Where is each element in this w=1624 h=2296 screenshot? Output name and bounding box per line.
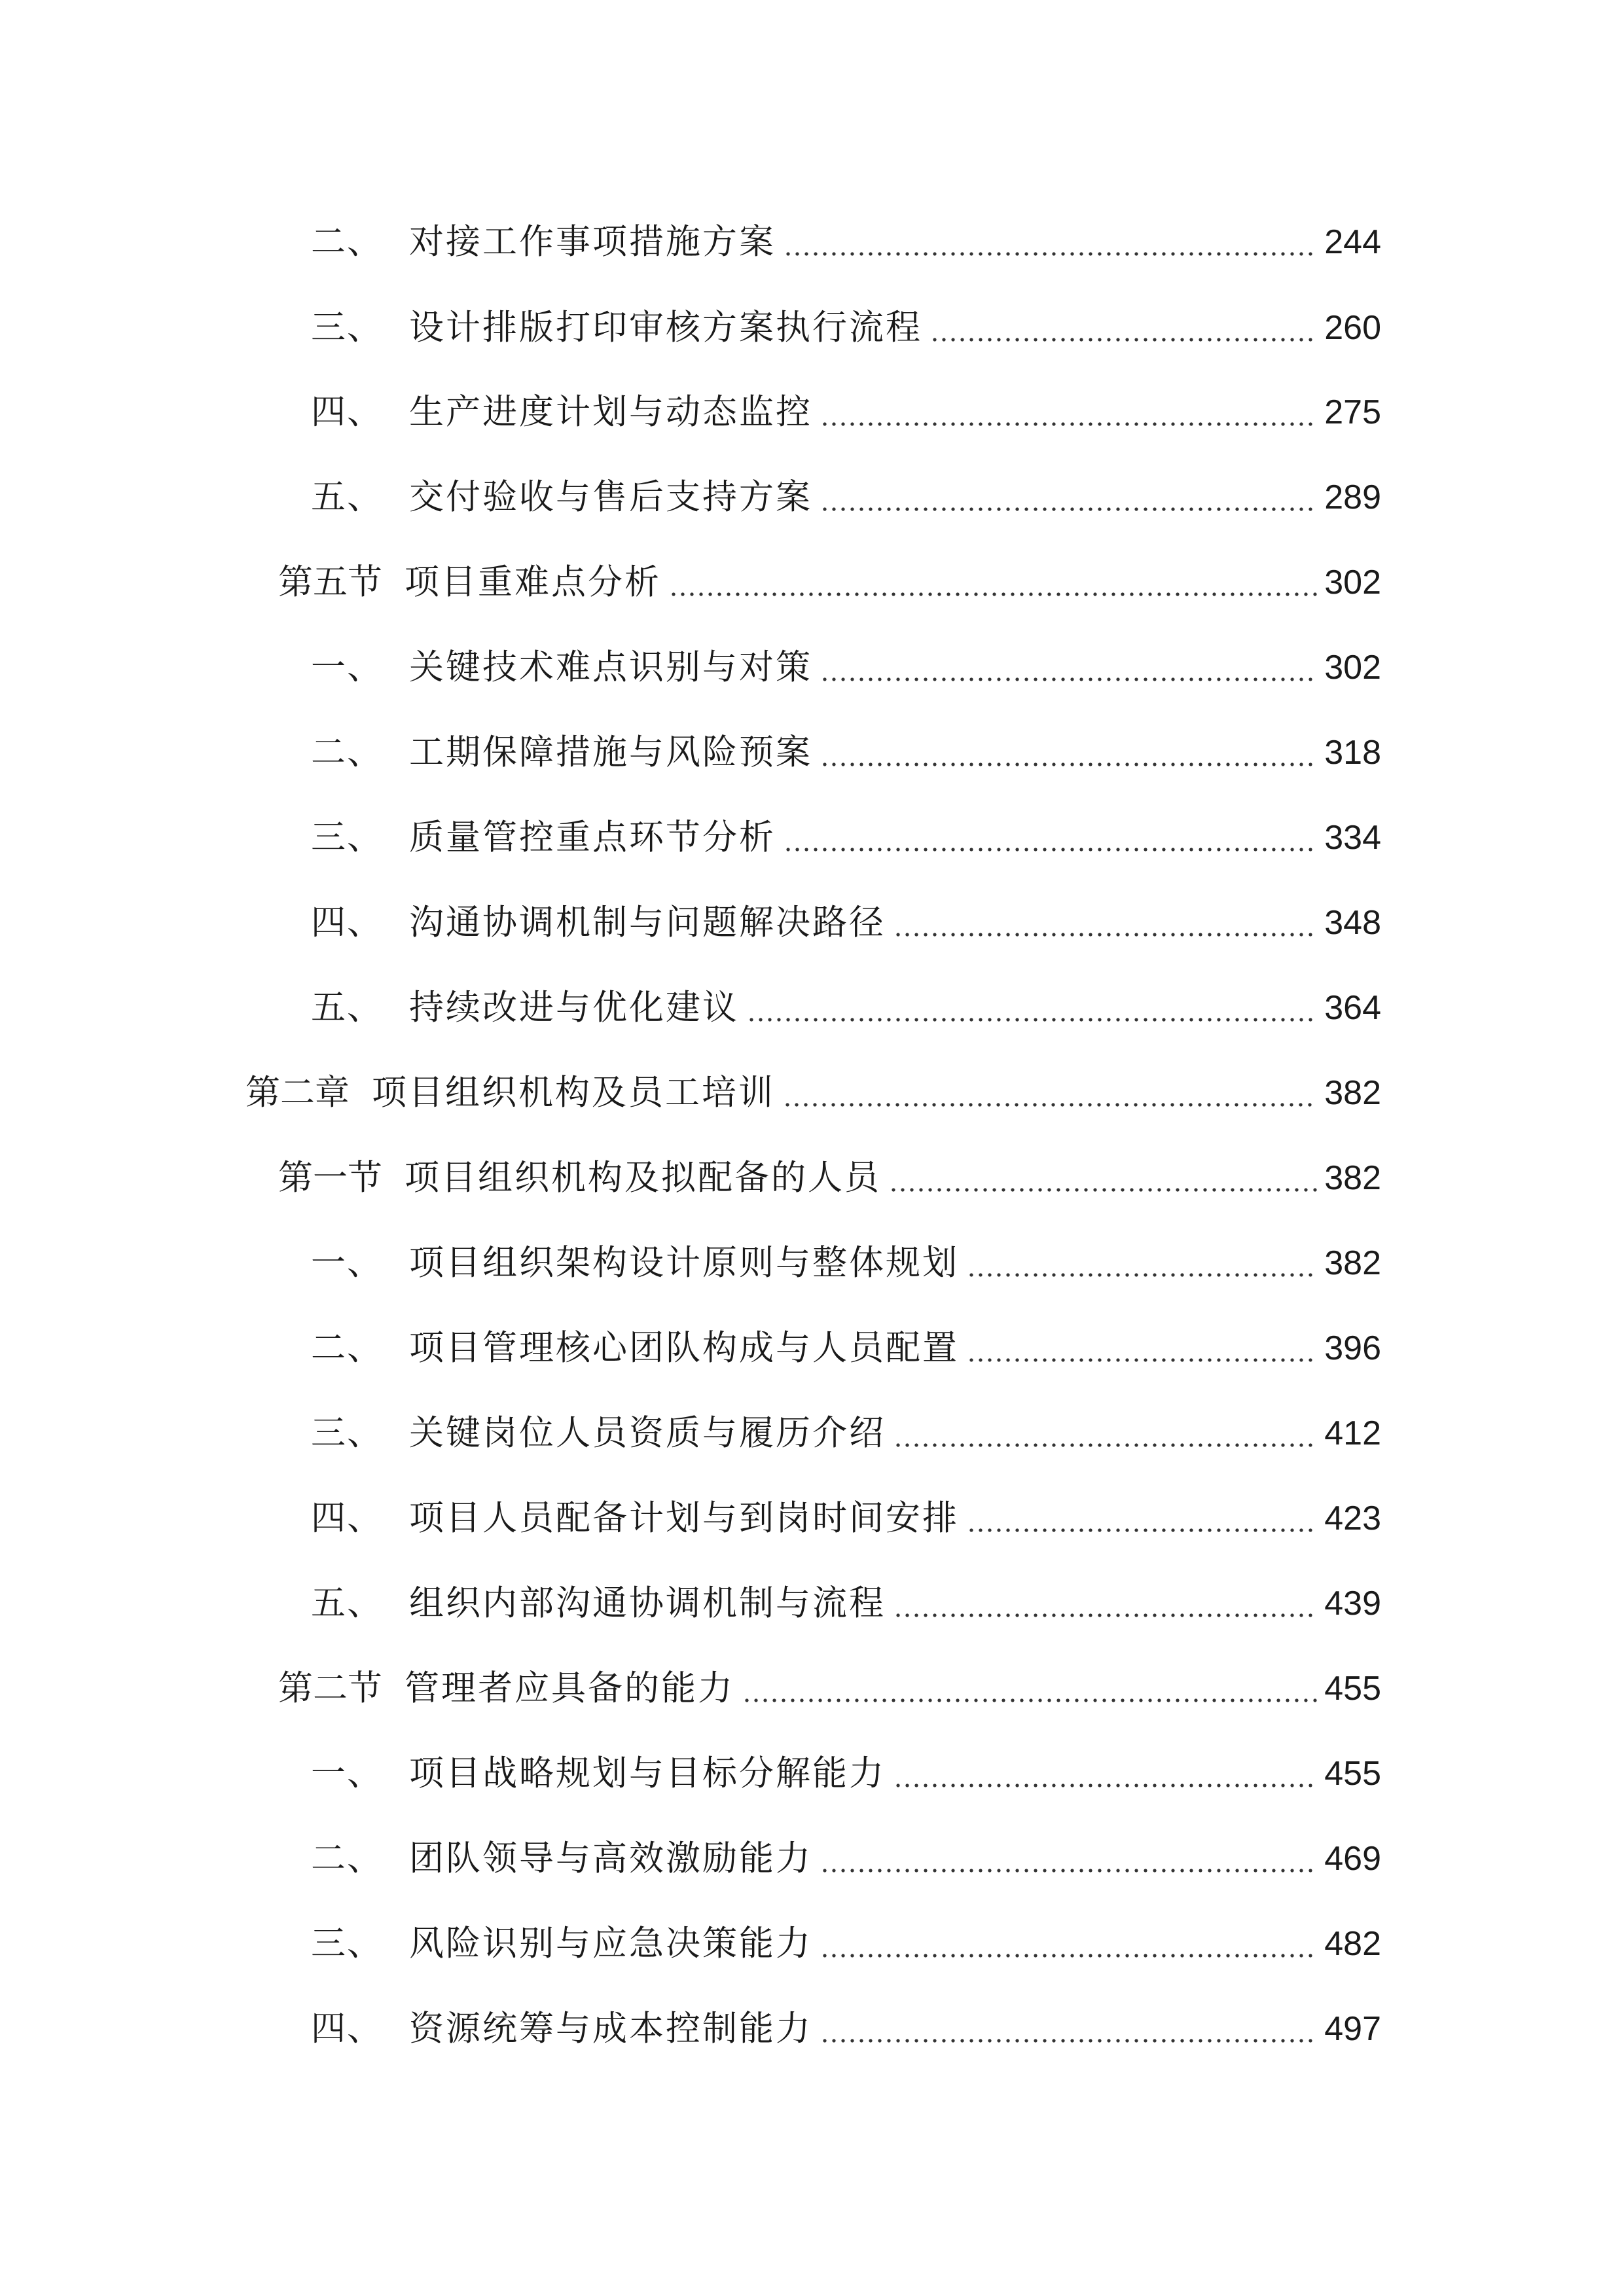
toc-entry-title: 项目人员配备计划与到岗时间安排	[409, 1498, 959, 1538]
toc-entry-title: 质量管控重点环节分析	[409, 817, 776, 857]
toc-entry-title: 资源统筹与成本控制能力	[409, 2009, 812, 2049]
toc-entry-page: 455	[1324, 1670, 1381, 1708]
dot-leader	[967, 1328, 1317, 1365]
toc-entry-page: 289	[1324, 478, 1381, 516]
toc-entry-title: 管理者应具备的能力	[405, 1668, 734, 1708]
toc-entry-page: 497	[1324, 2010, 1381, 2048]
toc-entry-number: 四、	[311, 1498, 383, 1538]
toc-entry-page: 455	[1324, 1755, 1381, 1793]
toc-entry-number: 五、	[311, 477, 383, 517]
toc-entry-title: 关键岗位人员资质与履历介绍	[409, 1413, 886, 1453]
dot-leader	[893, 1413, 1317, 1450]
toc-entry-title: 风险识别与应急决策能力	[409, 1924, 812, 1964]
toc-entry[interactable]	[311, 1744, 1381, 1803]
toc-entry[interactable]	[311, 1489, 1381, 1548]
toc-entry-number: 二、	[311, 222, 383, 262]
toc-entry-title: 项目管理核心团队构成与人员配置	[409, 1328, 959, 1368]
toc-entry-number: 三、	[311, 817, 383, 857]
dot-leader	[742, 1668, 1317, 1705]
toc-entry[interactable]	[278, 553, 1381, 612]
dot-leader	[820, 647, 1317, 684]
toc-entry[interactable]	[311, 723, 1381, 782]
toc-entry[interactable]	[311, 1404, 1381, 1463]
toc-entry-number: 一、	[311, 1753, 383, 1793]
toc-entry-number: 四、	[311, 2009, 383, 2049]
toc-entry-page: 469	[1324, 1840, 1381, 1878]
toc-entry-page: 382	[1324, 1244, 1381, 1282]
toc-entry-title: 组织内部沟通协调机制与流程	[409, 1583, 886, 1623]
toc-entry-title: 工期保障措施与风险预案	[409, 732, 812, 772]
toc-entry-page: 302	[1324, 649, 1381, 687]
toc-entry[interactable]	[311, 2000, 1381, 2058]
toc-entry-title: 项目组织机构及拟配备的人员	[405, 1158, 881, 1198]
dot-leader	[669, 562, 1317, 599]
toc-entry-page: 412	[1324, 1414, 1381, 1452]
dot-leader	[820, 1839, 1317, 1875]
toc-entry[interactable]	[311, 1234, 1381, 1293]
toc-entry-number: 一、	[311, 647, 383, 687]
dot-leader	[930, 308, 1317, 344]
toc-entry-title: 设计排版打印审核方案执行流程	[409, 308, 922, 348]
toc-entry-page: 260	[1324, 309, 1381, 347]
dot-leader	[784, 222, 1317, 259]
toc-entry-number: 四、	[311, 903, 383, 942]
toc-entry-title: 项目组织架构设计原则与整体规划	[409, 1243, 959, 1283]
toc-entry[interactable]	[311, 978, 1381, 1037]
dot-leader	[889, 1158, 1317, 1194]
dot-leader	[783, 1073, 1317, 1109]
toc-entry-number: 五、	[311, 988, 383, 1028]
toc-entry-number: 第一节	[278, 1158, 382, 1198]
toc-entry-number: 四、	[311, 392, 383, 432]
toc-entry-page: 439	[1324, 1585, 1381, 1623]
toc-entry-number: 第五节	[278, 562, 382, 602]
toc-entry-title: 生产进度计划与动态监控	[409, 392, 812, 432]
toc-entry[interactable]	[311, 1319, 1381, 1378]
toc-entry-title: 项目战略规划与目标分解能力	[409, 1753, 886, 1793]
toc-entry-number: 第二章	[245, 1073, 350, 1113]
toc-entry-title: 对接工作事项措施方案	[409, 222, 776, 262]
toc-entry[interactable]	[311, 213, 1381, 272]
dot-leader	[893, 1753, 1317, 1790]
toc-entry[interactable]	[311, 893, 1381, 952]
toc-entry-page: 423	[1324, 1499, 1381, 1537]
toc-entry-page: 302	[1324, 564, 1381, 601]
toc-entry-title: 项目重难点分析	[405, 562, 661, 602]
dot-leader	[820, 392, 1317, 429]
toc-entry-title: 沟通协调机制与问题解决路径	[409, 903, 886, 942]
toc-entry-number: 二、	[311, 732, 383, 772]
toc-entry-title: 持续改进与优化建议	[409, 988, 739, 1028]
toc-entry[interactable]	[311, 808, 1381, 867]
dot-leader	[893, 1583, 1317, 1620]
toc-entry-title: 关键技术难点识别与对策	[409, 647, 812, 687]
toc-entry[interactable]	[311, 298, 1381, 357]
toc-entry-page: 318	[1324, 734, 1381, 772]
toc-entry-number: 一、	[311, 1243, 383, 1283]
dot-leader	[747, 988, 1317, 1024]
toc-entry[interactable]	[311, 1829, 1381, 1888]
toc-entry-number: 三、	[311, 1924, 383, 1964]
toc-entry-page: 364	[1324, 989, 1381, 1027]
dot-leader	[820, 2009, 1317, 2045]
dot-leader	[820, 477, 1317, 514]
toc-entry[interactable]	[311, 468, 1381, 527]
dot-leader	[893, 903, 1317, 939]
toc-entry-page: 382	[1324, 1159, 1381, 1197]
toc-entry-number: 三、	[311, 308, 383, 348]
toc-entry-title: 项目组织机构及员工培训	[372, 1073, 775, 1113]
toc-entry[interactable]	[278, 1149, 1381, 1208]
toc-entry-page: 334	[1324, 819, 1381, 857]
toc-entry-page: 396	[1324, 1329, 1381, 1367]
toc-entry-page: 382	[1324, 1074, 1381, 1112]
dot-leader	[967, 1243, 1317, 1280]
toc-entry-number: 五、	[311, 1583, 383, 1623]
toc-entry-page: 482	[1324, 1925, 1381, 1963]
toc-entry-page: 348	[1324, 904, 1381, 942]
toc-entry[interactable]	[278, 1659, 1381, 1718]
toc-entry-number: 二、	[311, 1328, 383, 1368]
toc-entry[interactable]	[311, 1914, 1381, 1973]
toc-entry-number: 第二节	[278, 1668, 382, 1708]
toc-entry[interactable]	[245, 1064, 1381, 1122]
toc-entry[interactable]	[311, 1574, 1381, 1633]
dot-leader	[820, 732, 1317, 769]
toc-entry-title: 交付验收与售后支持方案	[409, 477, 812, 517]
dot-leader	[967, 1498, 1317, 1535]
toc-entry[interactable]	[311, 383, 1381, 442]
dot-leader	[820, 1924, 1317, 1960]
toc-entry[interactable]	[311, 638, 1381, 697]
toc-entry-page: 275	[1324, 393, 1381, 431]
dot-leader	[784, 817, 1317, 854]
toc-entry-number: 三、	[311, 1413, 383, 1453]
toc-entry-number: 二、	[311, 1839, 383, 1878]
toc-entry-title: 团队领导与高效激励能力	[409, 1839, 812, 1878]
toc-entry-page: 244	[1324, 223, 1381, 261]
